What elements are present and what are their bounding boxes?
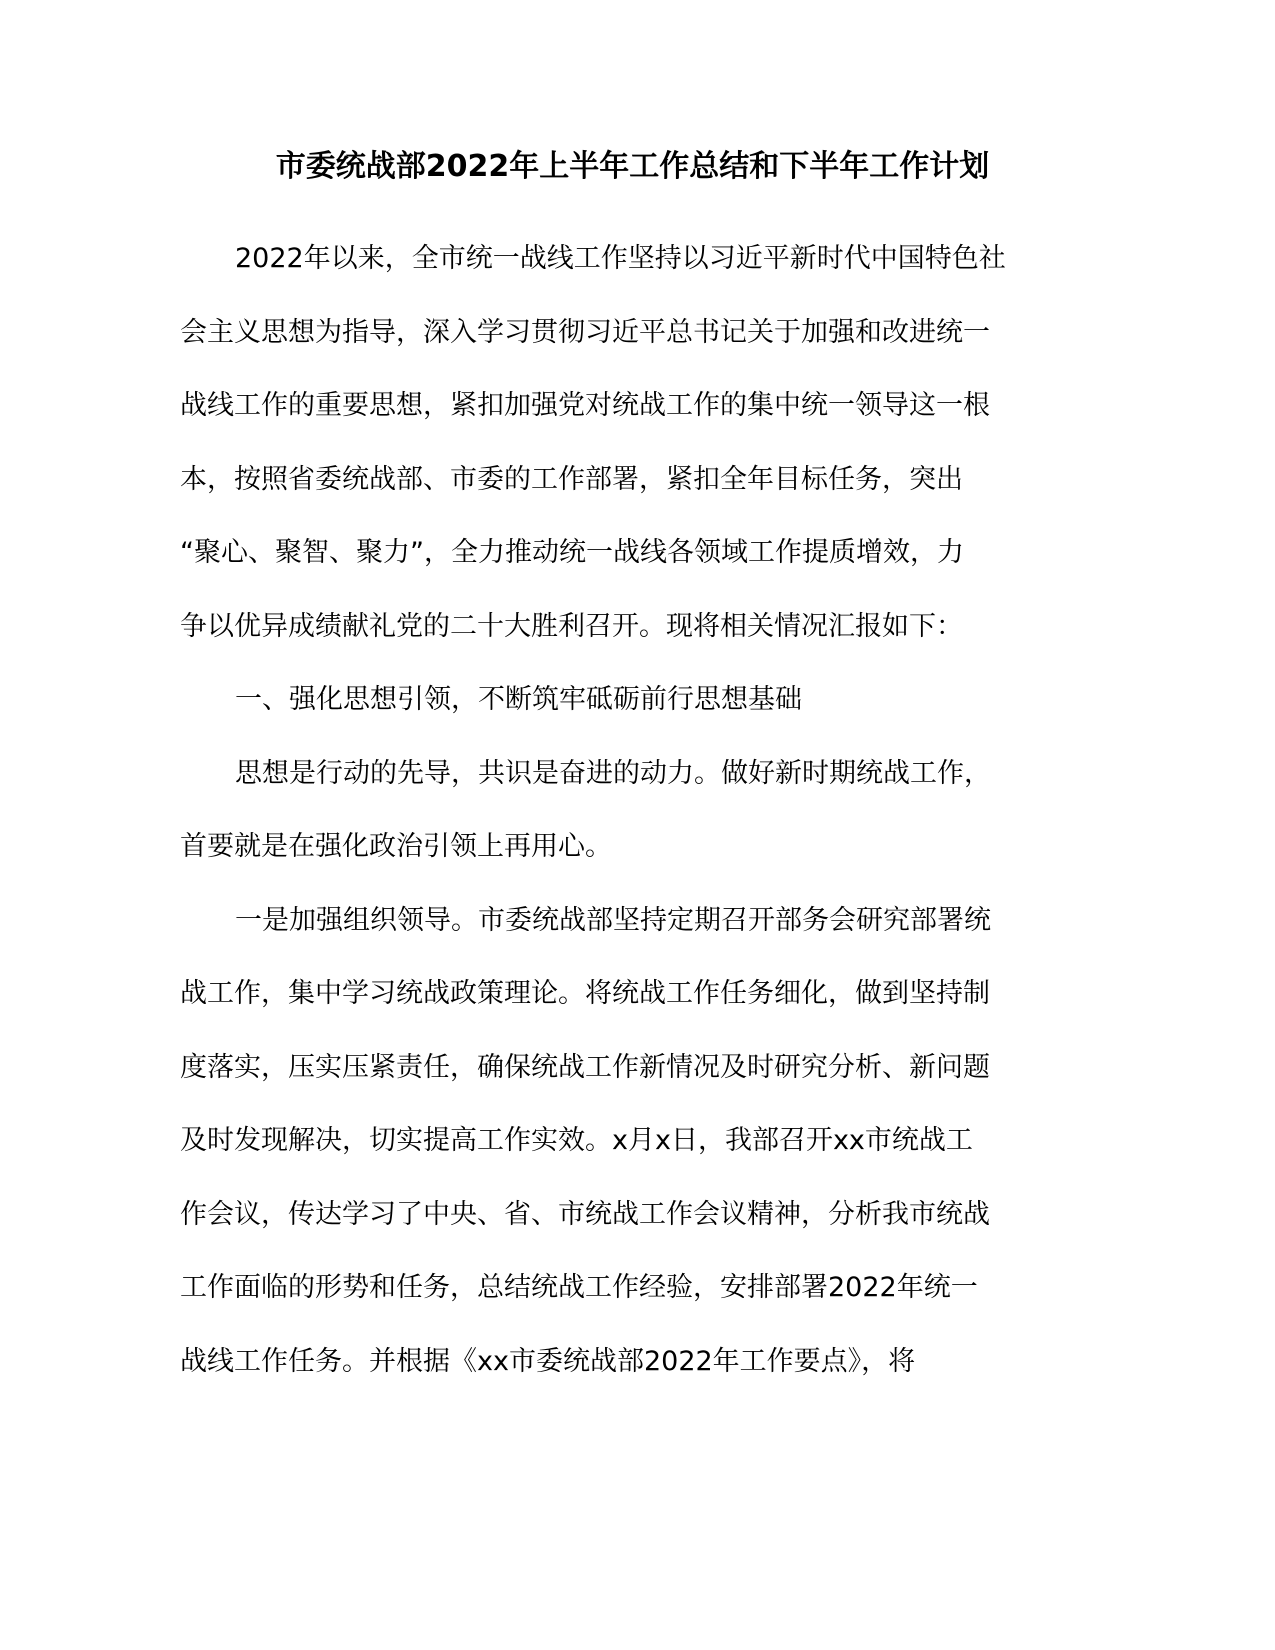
text-line: 战线工作任务。并根据《xx市委统战部2022年工作要点》，将 (180, 1345, 916, 1377)
text-line: “聚心、聚智、聚力”，全力推动统一战线各领域工作提质增效，力 (180, 537, 964, 568)
text-line: 及时发现解决，切实提高工作实效。x月x日，我部召开xx市统战工 (180, 1125, 973, 1156)
text-line: 本，按照省委统战部、市委的工作部署，紧扣全年目标任务，突出 (180, 463, 963, 495)
text-line: 会主义思想为指导，深入学习贯彻习近平总书记关于加强和改进统一 (180, 316, 990, 348)
document-title: 市委统战部2022年上半年工作总结和下半年工作计划 (275, 149, 990, 184)
text-line: 作会议，传达学习了中央、省、市统战工作会议精神，分析我市统战 (180, 1198, 990, 1230)
text-line: 度落实，压实压紧责任，确保统战工作新情况及时研究分析、新问题 (180, 1051, 990, 1083)
text-line: 一是加强组织领导。市委统战部坚持定期召开部务会研究部署统 (235, 904, 991, 936)
text-line: 战工作，集中学习统战政策理论。将统战工作任务细化，做到坚持制 (180, 978, 990, 1009)
text-line: 战线工作的重要思想，紧扣加强党对统战工作的集中统一领导这一根 (180, 390, 990, 421)
text-line: 工作面临的形势和任务，总结统战工作经验，安排部署2022年统一 (180, 1272, 978, 1303)
document-body (180, 222, 1080, 1398)
text-line: 首要就是在强化政治引领上再用心。 (180, 831, 612, 862)
text-line: 争以优异成绩献礼党的二十大胜利召开。现将相关情况汇报如下： (180, 610, 963, 642)
section-heading: 一、强化思想引领，不断筑牢砥砺前行思想基础 (235, 684, 802, 715)
text-line: 2022年以来，全市统一战线工作坚持以习近平新时代中国特色社 (235, 243, 1006, 274)
text-line: 思想是行动的先导，共识是奋进的动力。做好新时期统战工作， (235, 757, 991, 789)
